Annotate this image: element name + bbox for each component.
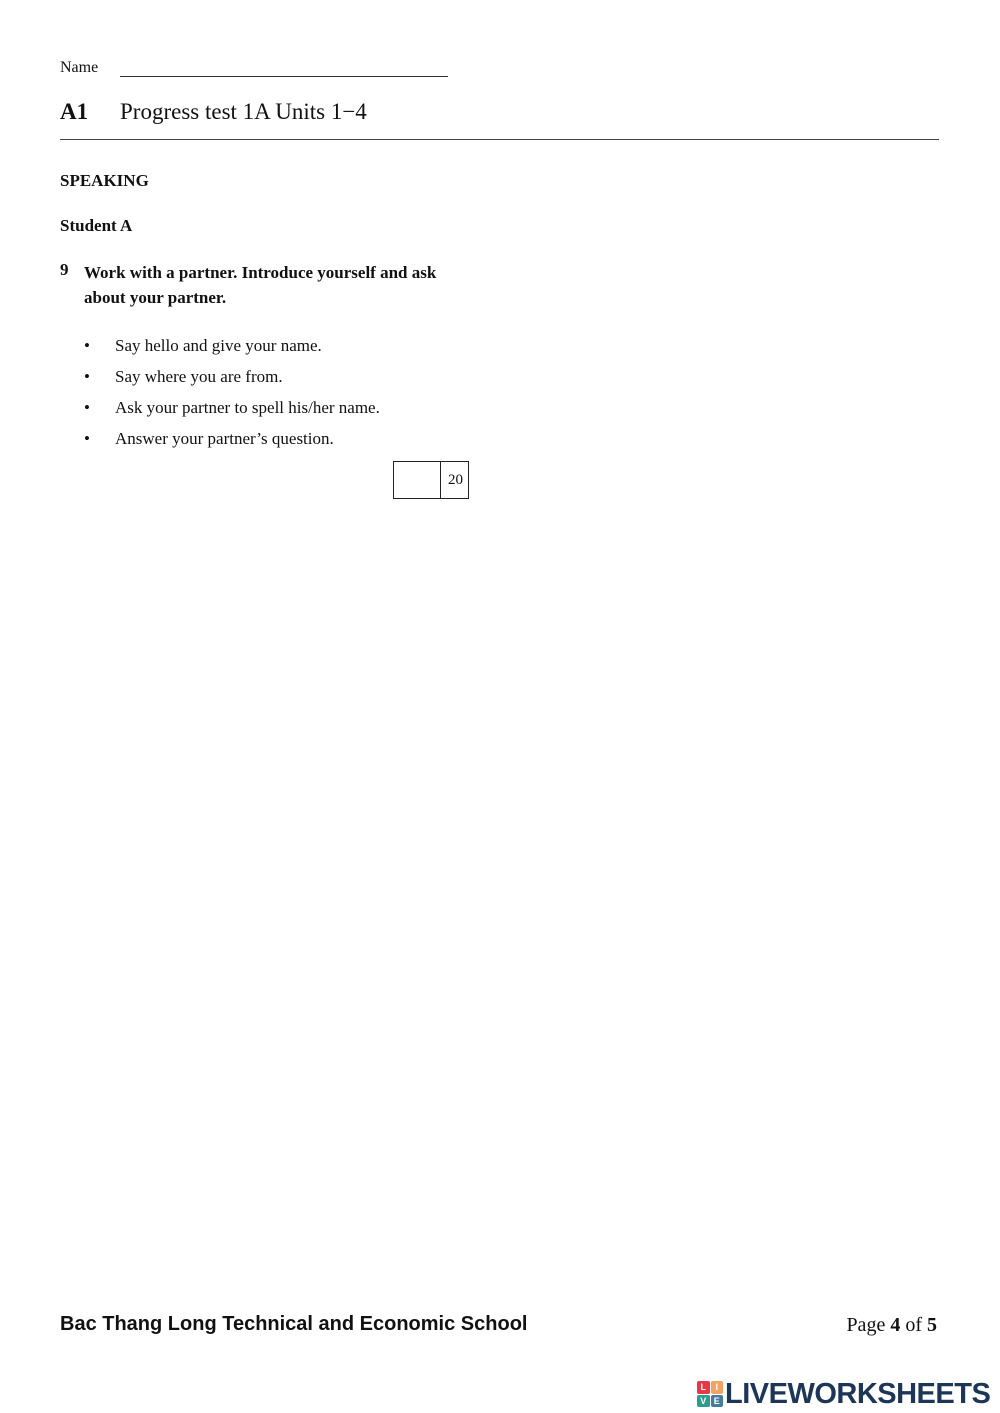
name-label: Name <box>60 59 99 76</box>
list-item-text: Say where you are from. <box>115 367 283 386</box>
liveworksheets-logo-icon <box>697 1381 723 1407</box>
page-total: 5 <box>927 1314 937 1336</box>
student-label: Student A <box>60 216 133 235</box>
bullet-icon: • <box>84 398 90 417</box>
logo-icon-letter: I <box>711 1381 724 1394</box>
logo-icon-letter: V <box>697 1395 710 1408</box>
score-max: 20 <box>448 472 463 488</box>
question-number: 9 <box>60 260 69 279</box>
list-item-text: Answer your partner’s question. <box>115 429 334 448</box>
list-item-text: Ask your partner to spell his/her name. <box>115 398 380 417</box>
section-heading: SPEAKING <box>60 171 149 190</box>
footer-school-name: Bac Thang Long Technical and Economic School <box>60 1313 528 1335</box>
logo-text: LIVEWORKSHEETS <box>725 1377 991 1410</box>
logo-icon-letter: E <box>711 1395 724 1408</box>
bullet-icon: • <box>84 367 90 386</box>
page-prefix: Page <box>846 1314 891 1336</box>
bullet-icon: • <box>84 336 90 355</box>
logo-icon-letter: L <box>697 1381 710 1394</box>
name-blank-line <box>120 76 448 77</box>
page-separator: of <box>900 1314 927 1336</box>
page-number <box>846 1314 937 1337</box>
bullet-icon: • <box>84 429 90 448</box>
list-item-text: Say hello and give your name. <box>115 336 322 355</box>
liveworksheets-logo <box>697 1378 990 1410</box>
page-current: 4 <box>890 1314 901 1336</box>
question-instruction: Work with a partner. Introduce yourself and ask about your partner. <box>84 263 437 307</box>
title-divider <box>60 139 939 140</box>
page-title: Progress test 1A Units 1−4 <box>120 99 367 124</box>
level-label: A1 <box>60 99 89 124</box>
score-input[interactable] <box>394 462 441 498</box>
